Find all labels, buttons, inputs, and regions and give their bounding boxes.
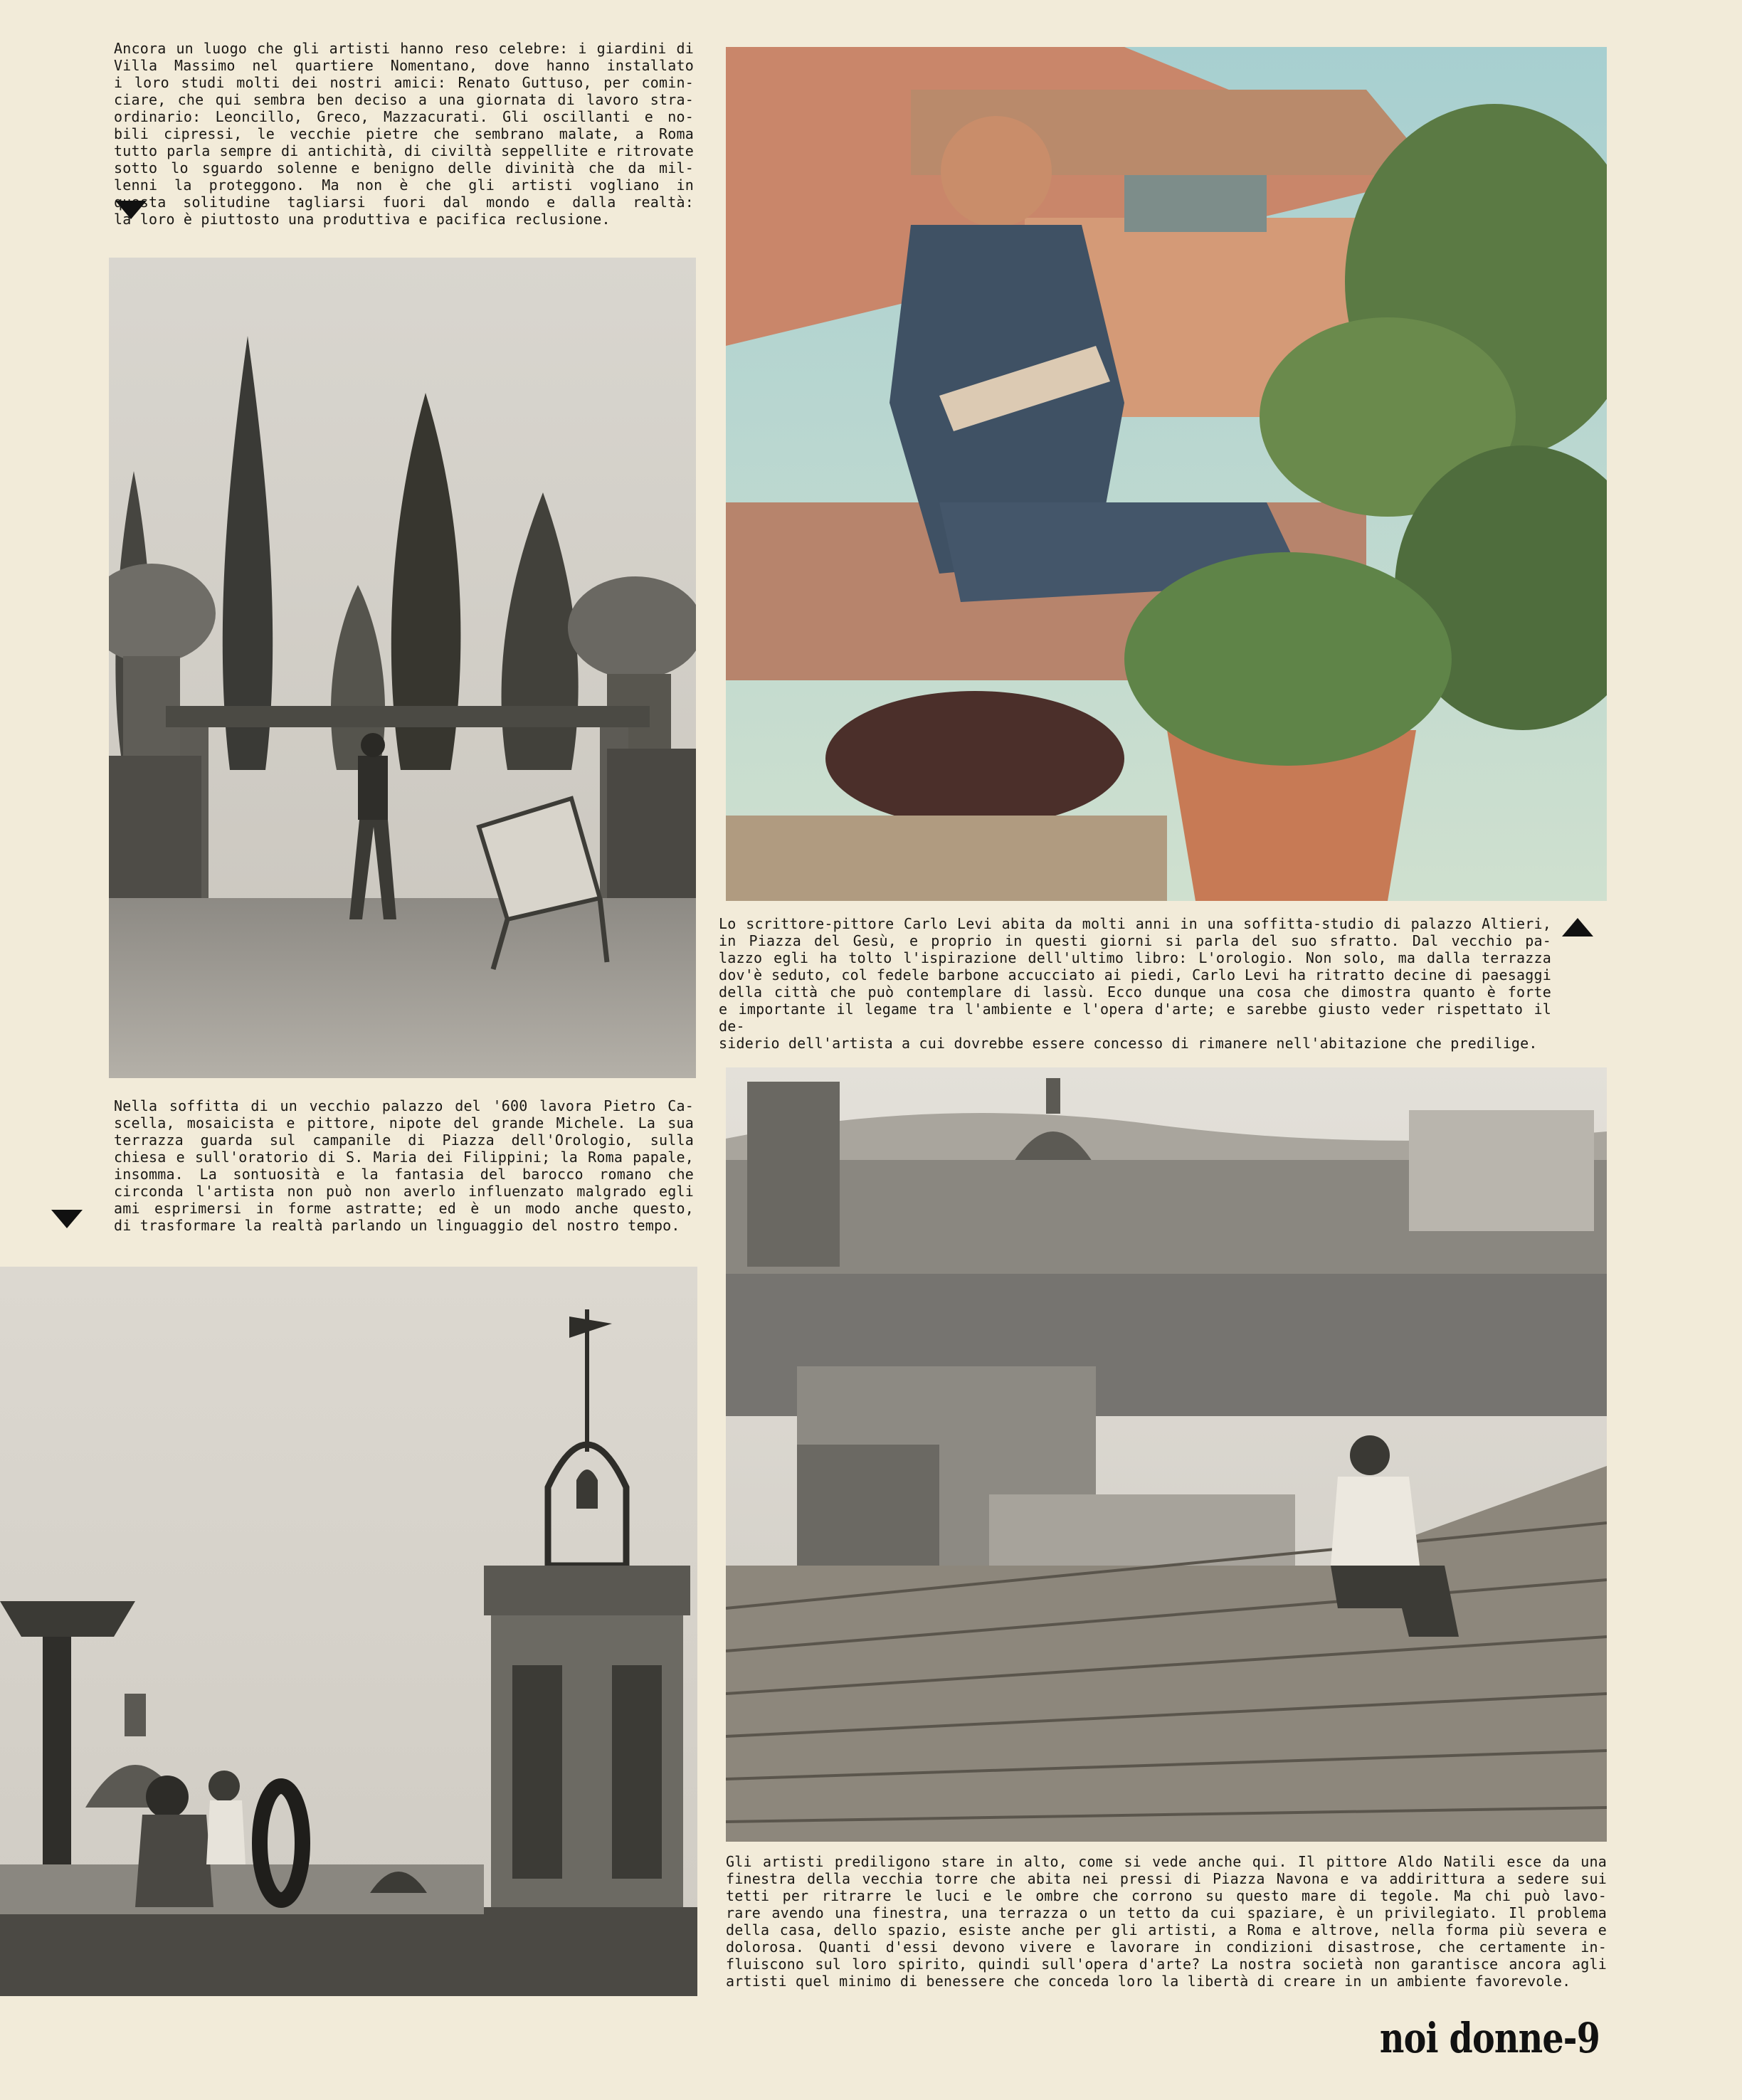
photo-villa-massimo-garden <box>109 258 696 1078</box>
page-footer-folio: noi donne-9 <box>1379 2014 1600 2062</box>
caption-carlo-levi: Lo scrittore-pittore Carlo Levi abita da molti anni in una soffitta-studio di palazzo Altieri, in Piazza del Gesù, e proprio in questi giorni si parla del suo sfratto. Dal vecchio pa- lazzo egli ha tolto l'ispirazione dell'ultimo libro: L'orologio. Non solo, ma dalla terrazza dov'è seduto, col fedele barbone accucciato ai piedi, Carlo Levi ha ritratto decine di paesaggi della città che può contemplare di lassù. Ecco dunque una cosa che dimostra quanto è forte e importante il legame tra l'ambiente e l'opera d'arte; e sarebbe giusto veder rispettato il de- siderio dell'artista a cui dovrebbe essere concesso di rimanere nell'abitazione che predilige. <box>719 915 1551 1052</box>
caption-pietro-cascella: Nella soffitta di un vecchio palazzo del '600 lavora Pietro Ca- scella, mosaicista e pittore, nipote del grande Michele. La sua terrazza guarda sul campanile di Piazza dell'Orologio, sulla chiesa e sull'oratorio di S. Maria dei Filippini; la Roma papale, insomma. La sontuosità e la fantasia del barocco romano che circonda l'artista non può non averlo influenzato malgrado egli ami esprimersi in forme astratte; ed è un modo anche questo, di trasformare la realtà parlando un linguaggio del nostro tempo. <box>114 1097 694 1234</box>
photo-carlo-levi-terrace <box>726 47 1607 901</box>
caption-pointer-down-icon <box>115 201 147 219</box>
photo-campanile-rooftop <box>0 1267 697 1996</box>
caption-aldo-natili: Gli artisti prediligono stare in alto, come si vede anche qui. Il pittore Aldo Natili esce da una finestra della vecchia torre che abita nei pressi di Piazza Navona e va addirittura a sedere sui tetti per ritrarre le luci e le ombre che corrono su questo mare di tegole. Ma chi può lavo- rare avendo una finestra, una terrazza o un tetto da cui spaziare, è un privilegiato. Il problema della casa, dello spazio, esiste anche per gli artisti, a Roma e altrove, nella forma più severa e dolorosa. Quanti d'essi devono vivere e lavorare in condizioni disastrose, che certamente in- fluiscono sul loro spirito, quindi sull'opera d'arte? La nostra società non garantisce ancora agli artisti quel minimo di benessere che conceda loro la libertà di creare in un ambiente favorevole. <box>726 1853 1607 1990</box>
caption-pointer-down-icon <box>51 1210 83 1228</box>
photo-rome-rooftops <box>726 1067 1607 1842</box>
caption-villa-massimo: Ancora un luogo che gli artisti hanno reso celebre: i giardini di Villa Massimo nel quartiere Nomentano, dove hanno installato i loro studi molti dei nostri amici: Renato Guttuso, per comin- ciare, che qui sembra ben deciso a una giornata di lavoro stra- ordinario: Leoncillo, Greco, Mazzacurati. Gli oscillanti e no- bili cipressi, le vecchie pietre che sembrano malate, a Roma tutto parla sempre di antichità, di civiltà seppellite e ritrovate sotto lo sguardo solenne e benigno delle divinità che da mil- lenni la proteggono. Ma non è che gli artisti vogliano in questa solitudine tagliarsi fuori dal mondo e dalla realtà: la loro è piuttosto una produttiva e pacifica reclusione. <box>114 40 694 228</box>
caption-pointer-up-icon <box>1562 918 1593 936</box>
